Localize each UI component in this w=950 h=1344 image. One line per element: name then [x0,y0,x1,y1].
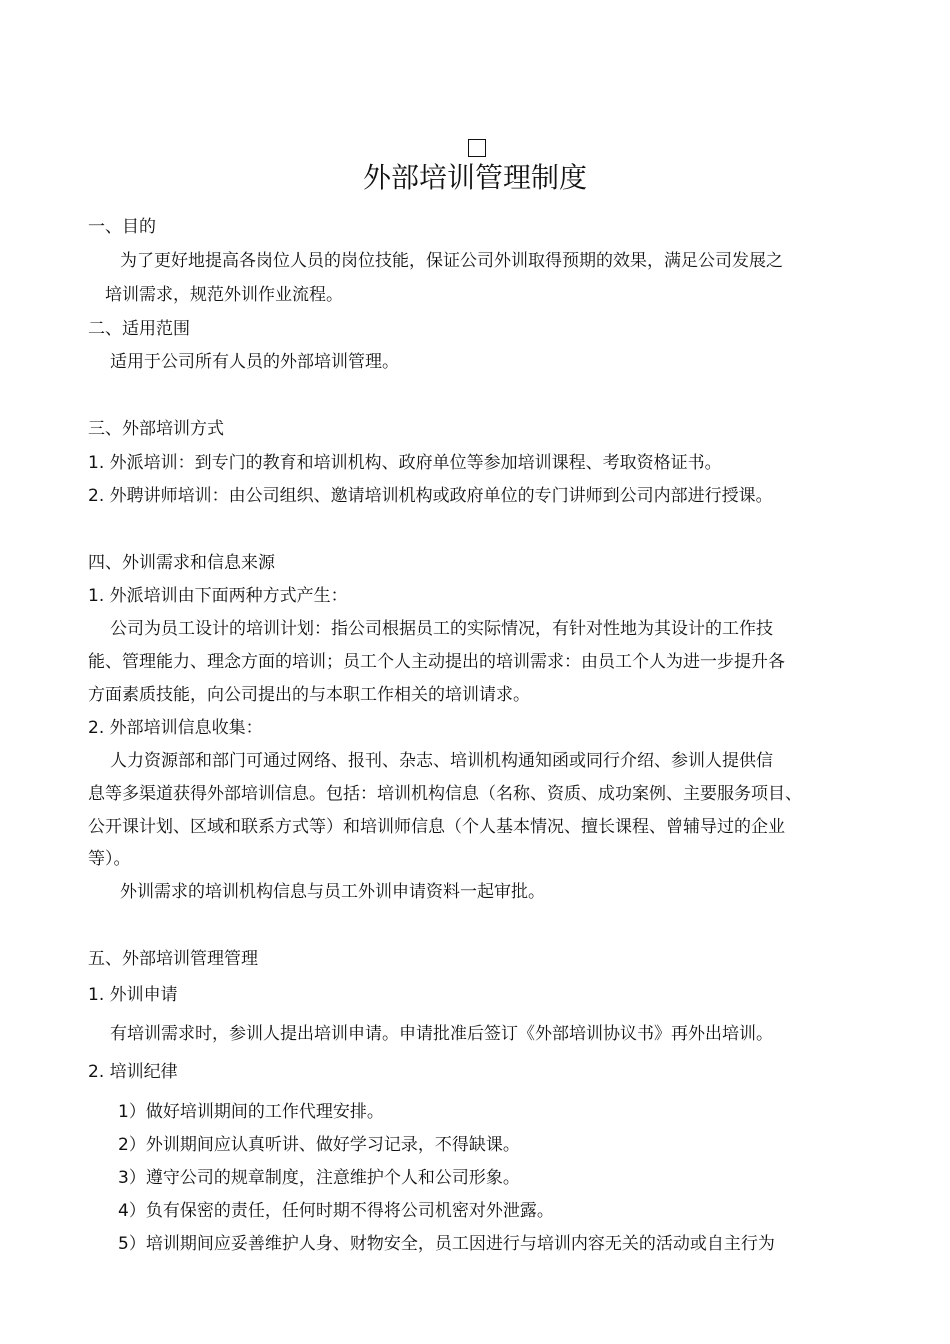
paragraph-line: 能、管理能力、理念方面的培训；员工个人主动提出的培训需求：由员工个人为进一步提升各 [88,652,785,672]
document-title: 外部培训管理制度 [362,161,587,194]
section-heading-management: 五、外部培训管理管理 [88,949,258,969]
paragraph-line: 公司为员工设计的培训计划：指公司根据员工的实际情况，有针对性地为其设计的工作技 [110,619,773,639]
paragraph-line: 外训需求的培训机构信息与员工外训申请资料一起审批。 [120,882,545,902]
list-item: 2. 外部培训信息收集： [88,718,263,738]
paragraph-line: 等）。 [88,849,131,869]
paragraph-line: 适用于公司所有人员的外部培训管理。 [110,352,399,372]
paragraph-line: 人力资源部和部门可通过网络、报刊、杂志、培训机构通知函或同行介绍、参训人提供信 [110,751,773,771]
sub-list-item: 1）做好培训期间的工作代理安排。 [118,1102,384,1122]
paragraph-line: 公开课计划、区域和联系方式等）和培训师信息（个人基本情况、擅长课程、曾辅导过的企业 [88,817,785,837]
paragraph-line: 培训需求，规范外训作业流程。 [105,285,343,305]
paragraph-line: 方面素质技能，向公司提出的与本职工作相关的培训请求。 [88,685,530,705]
paragraph-line: 有培训需求时，参训人提出培训申请。申请批准后签订《外部培训协议书》再外出培训。 [110,1024,773,1044]
section-heading-purpose: 一、目的 [88,217,156,237]
list-item: 1. 外派培训由下面两种方式产生： [88,586,348,606]
list-item: 1. 外训申请 [88,985,178,1005]
list-item: 2. 外聘讲师培训：由公司组织、邀请培训机构或政府单位的专门讲师到公司内部进行授课。 [88,486,773,506]
sub-list-item: 4）负有保密的责任，任何时期不得将公司机密对外泄露。 [118,1201,554,1221]
section-heading-sources: 四、外训需求和信息来源 [88,553,275,573]
sub-list-item: 2）外训期间应认真听讲、做好学习记录，不得缺课。 [118,1135,520,1155]
section-heading-methods: 三、外部培训方式 [88,419,224,439]
paragraph-line: 息等多渠道获得外部培训信息。包括：培训机构信息（名称、资质、成功案例、主要服务项目、 [88,784,802,804]
sub-list-item: 3）遵守公司的规章制度，注意维护个人和公司形象。 [118,1168,520,1188]
paragraph-line: 为了更好地提高各岗位人员的岗位技能，保证公司外训取得预期的效果，满足公司发展之 [120,251,783,271]
sub-list-item: 5）培训期间应妥善维护人身、财物安全，员工因进行与培训内容无关的活动或自主行为 [118,1234,775,1254]
section-heading-scope: 二、适用范围 [88,319,190,339]
list-item: 1. 外派培训：到专门的教育和培训机构、政府单位等参加培训课程、考取资格证书。 [88,453,722,473]
list-item: 2. 培训纪律 [88,1062,178,1082]
checkbox-icon [468,139,486,157]
